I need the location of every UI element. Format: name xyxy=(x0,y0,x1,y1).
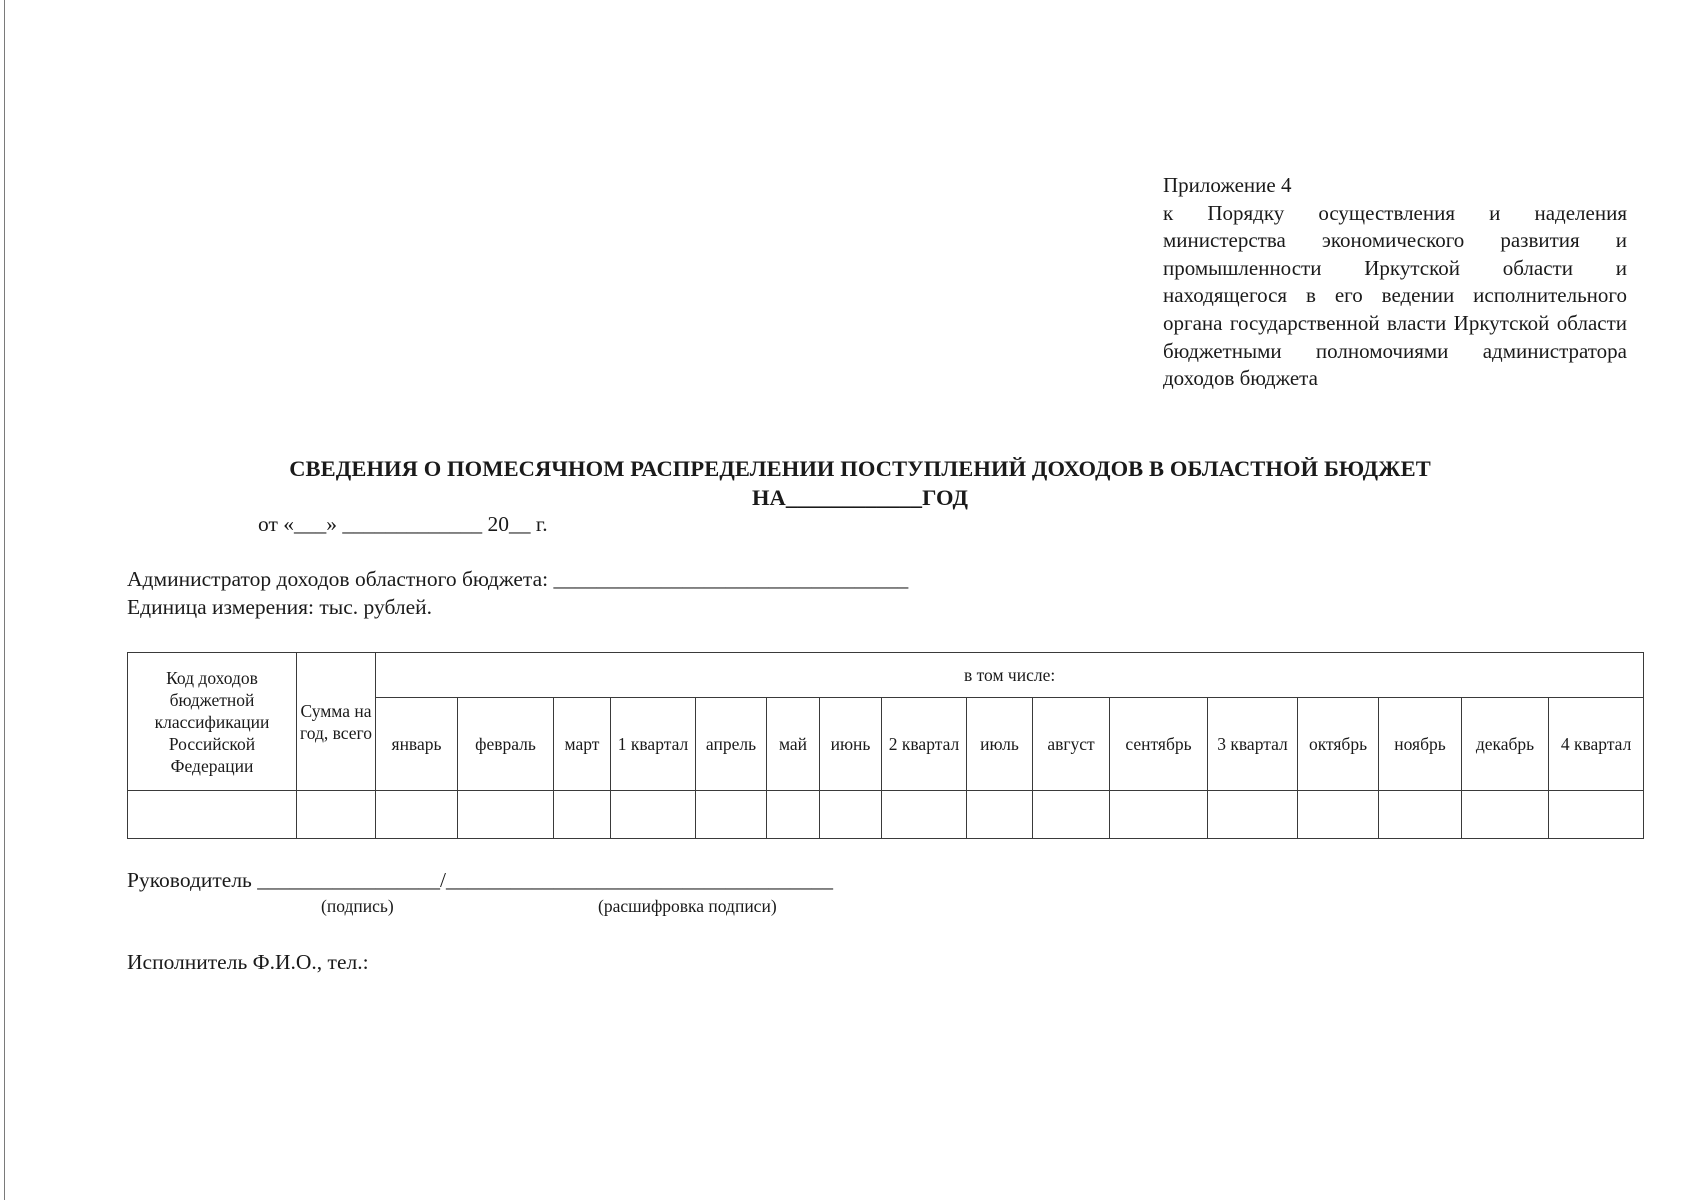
appendix-block xyxy=(1163,172,1627,393)
signature-line: Руководитель _________________/____________________________________ xyxy=(127,868,833,892)
table-cell[interactable] xyxy=(611,791,696,839)
table-cell[interactable] xyxy=(820,791,882,839)
signature-decoding-caption: (расшифровка подписи) xyxy=(598,896,777,916)
document-title-line-1: СВЕДЕНИЯ О ПОМЕСЯЧНОМ РАСПРЕДЕЛЕНИИ ПОСТУПЛЕНИЙ ДОХОДОВ В ОБЛАСТНОЙ БЮДЖЕТ xyxy=(289,456,1431,481)
header-sum: Сумма на год, всего xyxy=(297,653,376,791)
header-quarter: 2 квартал xyxy=(882,698,967,791)
income-distribution-table xyxy=(127,652,1644,839)
table-cell[interactable] xyxy=(554,791,611,839)
table-cell[interactable] xyxy=(1379,791,1462,839)
header-month: январь xyxy=(376,698,458,791)
header-month: сентябрь xyxy=(1110,698,1208,791)
date-line: от «___» _____________ 20__ г. xyxy=(258,512,548,536)
table-cell[interactable] xyxy=(1298,791,1379,839)
table-cell[interactable] xyxy=(376,791,458,839)
document-title xyxy=(120,454,1600,512)
header-quarter: 1 квартал xyxy=(611,698,696,791)
header-quarter: 4 квартал xyxy=(1549,698,1644,791)
table-cell[interactable] xyxy=(128,791,297,839)
table-cell[interactable] xyxy=(297,791,376,839)
header-month: июль xyxy=(967,698,1033,791)
table-cell[interactable] xyxy=(696,791,767,839)
signature-caption: (подпись) xyxy=(321,896,394,916)
table-cell[interactable] xyxy=(1208,791,1298,839)
header-month: октябрь xyxy=(1298,698,1379,791)
document-title-line-2: НА____________ГОД xyxy=(751,485,969,510)
header-month: март xyxy=(554,698,611,791)
header-month: февраль xyxy=(458,698,554,791)
header-month: декабрь xyxy=(1462,698,1549,791)
header-month: ноябрь xyxy=(1379,698,1462,791)
header-month: май xyxy=(767,698,820,791)
appendix-text: к Порядку осуществления и наделения министерства экономического развития и промышленности Иркутской области и находящегося в его ведении исполнительного органа государственной власти Иркутской области бюджетными полномочиями администратора доходов бюджета xyxy=(1163,200,1627,391)
table-cell[interactable] xyxy=(1549,791,1644,839)
header-month: апрель xyxy=(696,698,767,791)
table-cell[interactable] xyxy=(882,791,967,839)
header-month: август xyxy=(1033,698,1110,791)
scan-edge-line xyxy=(4,0,5,1200)
header-quarter: 3 квартал xyxy=(1208,698,1298,791)
table-cell[interactable] xyxy=(458,791,554,839)
table-cell[interactable] xyxy=(767,791,820,839)
administrator-line: Администратор доходов областного бюджета: _________________________________ xyxy=(127,567,909,591)
header-code: Код доходов бюджетной классификации Российской Федерации xyxy=(128,653,297,791)
unit-line: Единица измерения: тыс. рублей. xyxy=(127,595,433,619)
header-group: в том числе: xyxy=(376,653,1644,698)
executor-line: Исполнитель Ф.И.О., тел.: xyxy=(127,950,369,974)
table-cell[interactable] xyxy=(1033,791,1110,839)
table-cell[interactable] xyxy=(1462,791,1549,839)
table-row xyxy=(128,791,1644,839)
table-cell[interactable] xyxy=(967,791,1033,839)
table-cell[interactable] xyxy=(1110,791,1208,839)
appendix-title: Приложение 4 xyxy=(1163,173,1292,197)
header-month: июнь xyxy=(820,698,882,791)
